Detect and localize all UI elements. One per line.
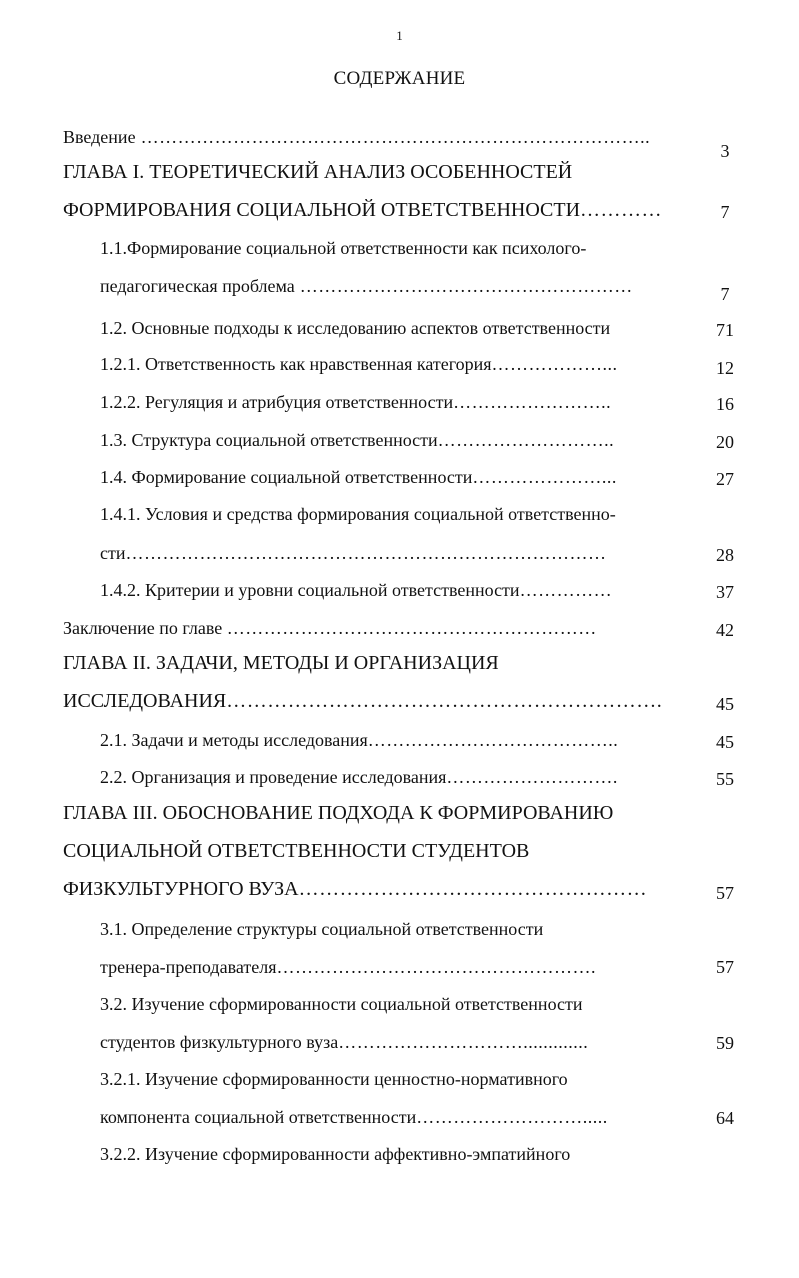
toc-entry-introduction (63, 126, 650, 148)
toc-chapter-3-line-2 (63, 840, 529, 862)
toc-leader-dots: …………………….. (453, 392, 612, 412)
toc-leader-dots: ………………... (491, 354, 618, 374)
toc-entry-text: ИССЛЕДОВАНИЯ (63, 690, 227, 712)
toc-leader-dots: ………………………..... (416, 1107, 608, 1127)
toc-leader-dots: …………………………............. (338, 1032, 589, 1052)
toc-entry-text: 2.1. Задачи и методы исследования (100, 730, 368, 750)
toc-section-1-4-2 (100, 579, 612, 601)
toc-title: СОДЕРЖАНИЕ (333, 68, 466, 89)
toc-chapter-3-line-1 (63, 802, 613, 824)
toc-page-number: 45 (716, 694, 734, 714)
toc-page-number: 42 (716, 620, 734, 640)
toc-leader-dots: …………………... (472, 467, 617, 487)
toc-entry-text: Заключение по главе (63, 618, 227, 638)
toc-entry-text: ГЛАВА I. ТЕОРЕТИЧЕСКИЙ АНАЛИЗ ОСОБЕННОСТЕЙ (63, 161, 573, 183)
toc-section-1-2-2 (100, 391, 611, 413)
toc-page-number: 59 (716, 1033, 734, 1053)
toc-entry-text: 1.3. Структура социальной ответственности (100, 430, 438, 450)
toc-chapter-1-line-1 (63, 161, 572, 183)
toc-entry-text: 3.2.1. Изучение сформированности ценностно-нормативного (100, 1069, 568, 1089)
toc-entry-text: СОЦИАЛЬНОЙ ОТВЕТСТВЕННОСТИ СТУДЕНТОВ (63, 840, 530, 862)
toc-leader-dots: ………………………. (446, 767, 618, 787)
toc-entry-text: 2.2. Организация и проведение исследования (100, 767, 447, 787)
toc-page-number: 7 (720, 202, 730, 222)
toc-leader-dots: …………………………………………… (298, 878, 648, 900)
toc-page-number: 57 (716, 957, 734, 977)
toc-entry-text: компонента социальной ответственности (100, 1107, 417, 1127)
toc-chapter-conclusion (63, 617, 597, 639)
toc-leader-dots: …………………………………………………… (226, 618, 597, 638)
toc-entry-text: 3.1. Определение структуры социальной ответственности (100, 919, 544, 939)
toc-entry-text: тренера-преподавателя (100, 957, 277, 977)
toc-section-1-1-line-1 (100, 237, 586, 259)
toc-section-3-2-line-1 (100, 993, 583, 1015)
toc-page-number: 20 (716, 432, 734, 452)
toc-section-1-3 (100, 429, 614, 451)
toc-section-3-2-2-line-1 (100, 1143, 570, 1165)
toc-chapter-2-line-1 (63, 652, 499, 674)
toc-entry-text: 3.2. Изучение сформированности социальной ответственности (100, 994, 583, 1014)
toc-entry-text: 1.2.2. Регуляция и атрибуция ответственности (100, 392, 454, 412)
toc-entry-text: педагогическая проблема (100, 276, 295, 296)
toc-leader-dots: ………………………………………………………. (226, 690, 663, 712)
toc-leader-dots: ……………………….. (437, 430, 615, 450)
toc-entry-text: 1.1.Формирование социальной ответственности как психолого- (100, 238, 587, 258)
toc-page-number: 55 (716, 769, 734, 789)
toc-section-1-4 (100, 466, 617, 488)
toc-entry-text: 3.2.2. Изучение сформированности аффективно-эмпатийного (100, 1144, 571, 1164)
toc-entry-text: студентов физкультурного вуза (100, 1032, 339, 1052)
toc-page-number: 37 (716, 582, 734, 602)
toc-page-number: 57 (716, 883, 734, 903)
toc-page-number: 71 (716, 320, 734, 340)
toc-entry-text: 1.2. Основные подходы к исследованию аспектов ответственности (100, 318, 611, 338)
toc-section-3-2-1-line-2 (100, 1106, 608, 1128)
toc-page-number: 64 (716, 1108, 734, 1128)
toc-section-3-1-line-1 (100, 918, 543, 940)
toc-entry-text: Введение (63, 127, 136, 147)
toc-section-3-1-line-2 (100, 956, 596, 978)
toc-leader-dots: ……………………………………………………………………….. (135, 127, 651, 147)
toc-section-1-1-line-2 (100, 275, 633, 297)
toc-section-2-1 (100, 729, 618, 751)
toc-leader-dots: ……………………………………………… (294, 276, 633, 296)
toc-leader-dots: ………… (580, 199, 663, 221)
toc-leader-dots: …………………………………………………………………… (125, 543, 607, 563)
toc-entry-text: 1.4.1. Условия и средства формирования социальной ответственно- (100, 504, 616, 524)
toc-section-1-2 (100, 317, 610, 339)
toc-page-number: 7 (720, 284, 730, 304)
toc-leader-dots: ………………………………….. (367, 730, 619, 750)
toc-entry-text: ФОРМИРОВАНИЯ СОЦИАЛЬНОЙ ОТВЕТСТВЕННОСТИ (63, 199, 581, 221)
toc-chapter-3-line-3 (63, 878, 647, 900)
toc-page-number: 28 (716, 545, 734, 565)
toc-leader-dots: …………… (519, 580, 613, 600)
toc-section-3-2-line-2 (100, 1031, 588, 1053)
toc-entry-text: 1.4. Формирование социальной ответственности (100, 467, 473, 487)
page-number: 1 (396, 28, 403, 43)
toc-entry-text: 1.4.2. Критерии и уровни социальной ответственности (100, 580, 520, 600)
toc-section-1-4-1-line-1 (100, 503, 616, 525)
toc-entry-text: ГЛАВА III. ОБОСНОВАНИЕ ПОДХОДА К ФОРМИРОВАНИЮ (63, 802, 614, 824)
toc-page-number: 12 (716, 358, 734, 378)
toc-page-number: 3 (720, 141, 730, 161)
toc-entry-text: ГЛАВА II. ЗАДАЧИ, МЕТОДЫ И ОРГАНИЗАЦИЯ (63, 652, 499, 674)
toc-leader-dots: ……………………………………………. (276, 957, 596, 977)
toc-page-number: 16 (716, 394, 734, 414)
toc-chapter-2-line-2 (63, 690, 662, 712)
toc-section-2-2 (100, 766, 618, 788)
toc-chapter-1-line-2 (63, 199, 662, 221)
toc-section-3-2-1-line-1 (100, 1068, 568, 1090)
toc-page-number: 45 (716, 732, 734, 752)
toc-section-1-2-1 (100, 353, 618, 375)
toc-entry-text: сти (100, 543, 126, 563)
toc-entry-text: 1.2.1. Ответственность как нравственная категория (100, 354, 492, 374)
toc-page-number: 27 (716, 469, 734, 489)
toc-section-1-4-1-line-2 (100, 542, 607, 564)
toc-entry-text: ФИЗКУЛЬТУРНОГО ВУЗА (63, 878, 299, 900)
